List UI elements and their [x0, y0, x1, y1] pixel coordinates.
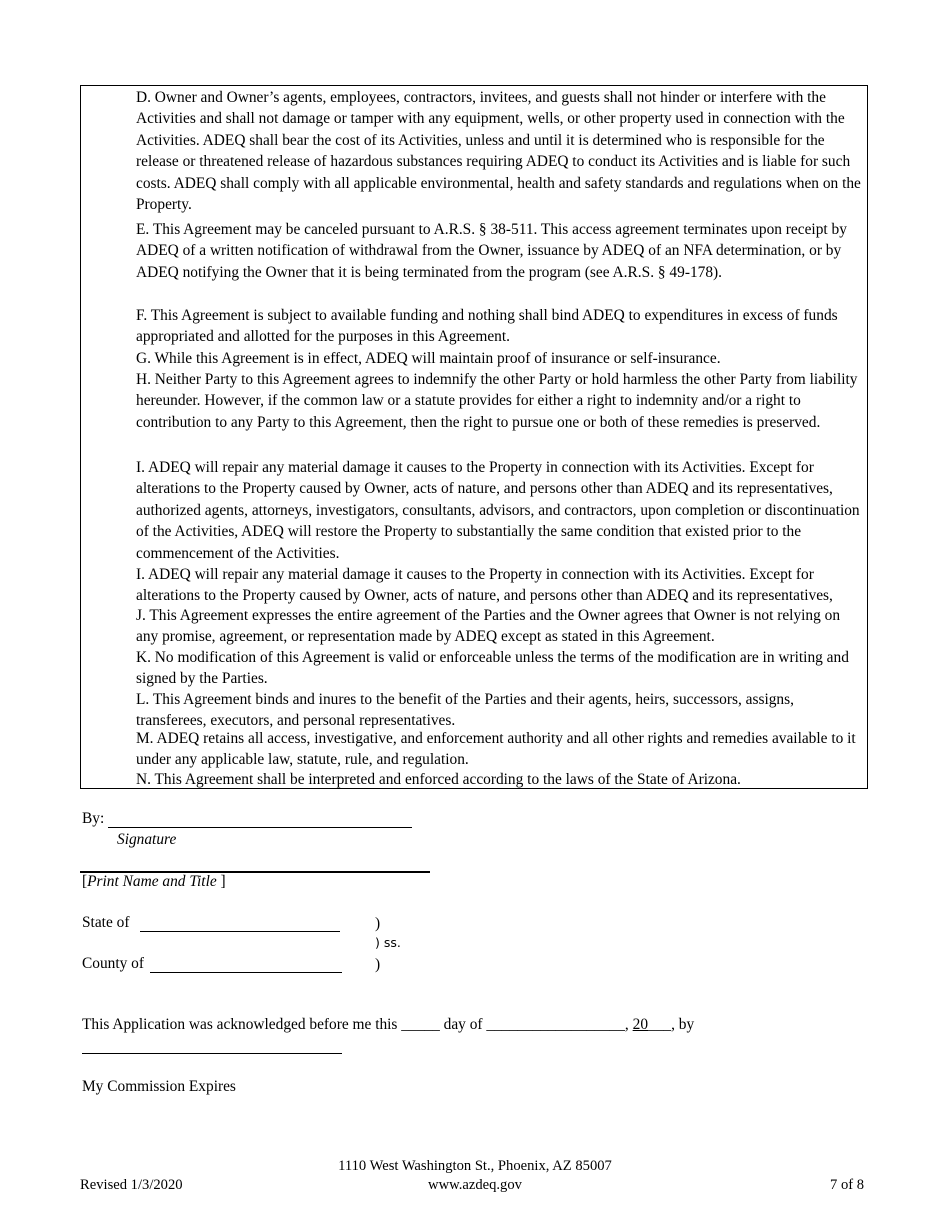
ss-label: ) ss. [375, 935, 401, 950]
county-field[interactable] [150, 953, 342, 973]
signature-label: Signature [117, 831, 177, 848]
ack-text: This Application was acknowledged before me this [82, 1016, 398, 1033]
print-name-label: Print Name and Title [87, 873, 217, 890]
revised-date: Revised 1/3/2020 [80, 1177, 183, 1193]
print-name-line[interactable] [80, 852, 430, 873]
ack-by: , by [671, 1016, 695, 1033]
clause-j: J. This Agreement expresses the entire agreement of the Parties and the Owner agrees that Owner is not relying on any promise, agreement, or representation made by ADEQ except as stated in this Agreement. [136, 607, 841, 646]
state-field[interactable] [140, 912, 340, 932]
ack-day-blank[interactable]: _____ [401, 1016, 440, 1033]
clause-k: K. No modification of this Agreement is valid or enforceable unless the terms of the modification are in writing and signed by the Parties. [136, 649, 849, 688]
footer-address: 1110 West Washington St., Phoenix, AZ 85007 [338, 1158, 612, 1174]
print-name-close-bracket: ] [216, 873, 226, 890]
footer-website: www.azdeq.gov [428, 1177, 522, 1193]
ack-year: 20 [632, 1016, 649, 1033]
clause-i-repeat: I. ADEQ will repair any material damage it causes to the Property in connection with its Activities. Except for alterations to the Property caused by Owner, acts of nature, and persons other than ADEQ and its representatives, [136, 566, 833, 605]
clause-m: M. ADEQ retains all access, investigative, and enforcement authority and all other rights and remedies available to it under any applicable law, statute, rule, and regulation. [136, 730, 856, 769]
clause-h: H. Neither Party to this Agreement agrees to indemnify the other Party or hold harmless the other Party from liability hereunder. However, if the common law or a statute provides for either a right to indemnity and/or a right to contribution to any Party to this Agreement, then the right to pursue one or both of these remedies is preserved. [136, 371, 858, 431]
acknowledged-by-line[interactable] [82, 1034, 342, 1054]
clause-n: N. This Agreement shall be interpreted and enforced according to the laws of the State of Arizona. [136, 771, 741, 788]
print-name-open-bracket: [ [82, 873, 88, 890]
print-name-caption [82, 872, 226, 892]
county-label: County of [82, 955, 144, 972]
clause-i: I. ADEQ will repair any material damage it causes to the Property in connection with its Activities. Except for alterations to the Property caused by Owner, acts of nature, and persons other than ADEQ and its representatives, authorized agents, attorneys, investigators, consultants, advisors, and contractors, upon completion or discontinuation of the Activities, ADEQ will restore the Property to substantially the same condition that existed prior to the commencement of the Activities. [136, 459, 860, 562]
agreement-terms-box [80, 85, 868, 789]
clause-l: L. This Agreement binds and inures to the benefit of the Parties and their agents, heirs, successors, assigns, transferees, executors, and personal representatives. [136, 691, 794, 728]
page-number: 7 of 8 [830, 1177, 865, 1193]
clause-f: F. This Agreement is subject to available funding and nothing shall bind ADEQ to expenditures in excess of funds appropriated and allotted for the purposes in this Agreement. [136, 307, 838, 346]
signature-line[interactable] [108, 808, 412, 828]
state-label: State of [82, 914, 130, 931]
ack-month-blank[interactable]: __________________, [486, 1016, 629, 1033]
acknowledgement-line [82, 1015, 694, 1035]
venue-paren-bottom: ) [375, 956, 381, 973]
venue-paren-top: ) [375, 915, 381, 932]
clause-d: D. Owner and Owner’s agents, employees, contractors, invitees, and guests shall not hinder or interfere with the Activities and shall not damage or tamper with any equipment, wells, or other property used in connection with the Activities. ADEQ shall bear the cost of its Activities, unless and until it is determined who is responsible for the release or threatened release of hazardous substances requiring ADEQ to conduct its Activities and is liable for such costs. ADEQ shall comply with all applicable environmental, health and safety standards and regulations when on the Property. [136, 89, 861, 214]
ack-day-of: day of [443, 1016, 483, 1033]
ack-year-blank[interactable]: ___ [648, 1016, 672, 1033]
clause-g: G. While this Agreement is in effect, ADEQ will maintain proof of insurance or self-insurance. [136, 350, 721, 367]
commission-expires-label: My Commission Expires [82, 1078, 236, 1095]
clause-e: E. This Agreement may be canceled pursuant to A.R.S. § 38-511. This access agreement terminates upon receipt by ADEQ of a written notification of withdrawal from the Owner, issuance by ADEQ of an NFA determination, or by ADEQ notifying the Owner that it is being terminated from the program (see A.R.S. § 49-178). [136, 221, 847, 281]
by-label: By: [82, 810, 105, 827]
